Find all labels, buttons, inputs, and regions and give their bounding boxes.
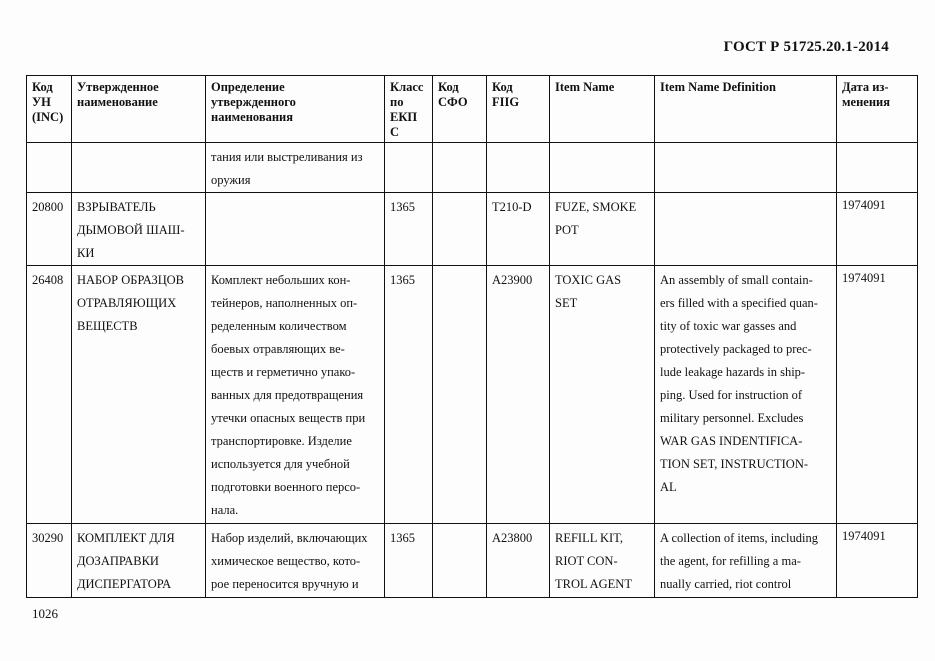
cell-inc: 26408 [27, 266, 72, 524]
cell-name: ВЗРЫВАТЕЛЬ ДЫМОВОЙ ШАШ- КИ [72, 193, 206, 266]
table-header-row [27, 76, 918, 143]
col-header-class: Класс по ЕКП С [385, 76, 433, 143]
cell-definition: Комплект небольших кон- тейнеров, наполненных оп- ределенным количеством боевых отравляющих ве- ществ и герметично упако- ванных для предотвращения утечки опасных веществ при транспортировке. Изделие используется для учебной подготовки военного персо- нала. [206, 266, 385, 524]
cell-definition: тания или выстреливания из оружия [206, 143, 385, 193]
cell-item-definition [655, 143, 837, 193]
cell-class [385, 143, 433, 193]
cell-fiig: A23900 [487, 266, 550, 524]
col-header-sfo: Код СФО [433, 76, 487, 143]
col-header-definition: Определение утвержденного наименования [206, 76, 385, 143]
cell-item-name: TOXIC GAS SET [550, 266, 655, 524]
cell-item-name: REFILL KIT, RIOT CON- TROL AGENT [550, 524, 655, 598]
table-row [27, 524, 918, 598]
col-header-item-name: Item Name [550, 76, 655, 143]
cell-class: 1365 [385, 266, 433, 524]
cell-sfo [433, 266, 487, 524]
cell-item-definition: A collection of items, including the agent, for refilling a ma- nually carried, riot control [655, 524, 837, 598]
cell-date: 1974091 [837, 524, 918, 598]
page-number: 1026 [32, 606, 58, 621]
table-row [27, 143, 918, 193]
col-header-fiig: Код FIIG [487, 76, 550, 143]
cell-class: 1365 [385, 193, 433, 266]
cell-item-name [550, 143, 655, 193]
col-header-item-definition: Item Name Definition [655, 76, 837, 143]
col-header-date: Дата из- менения [837, 76, 918, 143]
cell-sfo [433, 524, 487, 598]
cell-definition [206, 193, 385, 266]
cell-fiig: T210-D [487, 193, 550, 266]
cell-name: КОМПЛЕКТ ДЛЯ ДОЗАПРАВКИ ДИСПЕРГАТОРА [72, 524, 206, 598]
cell-sfo [433, 143, 487, 193]
cell-date [837, 143, 918, 193]
cell-name: НАБОР ОБРАЗЦОВ ОТРАВЛЯЮЩИХ ВЕЩЕСТВ [72, 266, 206, 524]
cell-item-name: FUZE, SMOKE POT [550, 193, 655, 266]
cell-class: 1365 [385, 524, 433, 598]
cell-fiig [487, 143, 550, 193]
cell-sfo [433, 193, 487, 266]
classification-table [26, 75, 918, 598]
table-row [27, 266, 918, 524]
cell-item-definition: An assembly of small contain- ers filled with a specified quan- tity of toxic war gasses and protectively packaged to prec- lude leakage hazards in ship- ping. Used for instruction of military personnel. Excludes WAR GAS INDENTIFICA- TION SET, INSTRUCTION- AL [655, 266, 837, 524]
col-header-name: Утвержденное наименование [72, 76, 206, 143]
col-header-inc: Код УН (INC) [27, 76, 72, 143]
cell-inc: 20800 [27, 193, 72, 266]
cell-date: 1974091 [837, 193, 918, 266]
cell-definition: Набор изделий, включающих химическое вещество, кото- рое переносится вручную и [206, 524, 385, 598]
table-row [27, 193, 918, 266]
cell-fiig: A23800 [487, 524, 550, 598]
cell-date: 1974091 [837, 266, 918, 524]
document-code: ГОСТ Р 51725.20.1-2014 [723, 39, 889, 55]
cell-inc: 30290 [27, 524, 72, 598]
cell-inc [27, 143, 72, 193]
cell-name [72, 143, 206, 193]
cell-item-definition [655, 193, 837, 266]
